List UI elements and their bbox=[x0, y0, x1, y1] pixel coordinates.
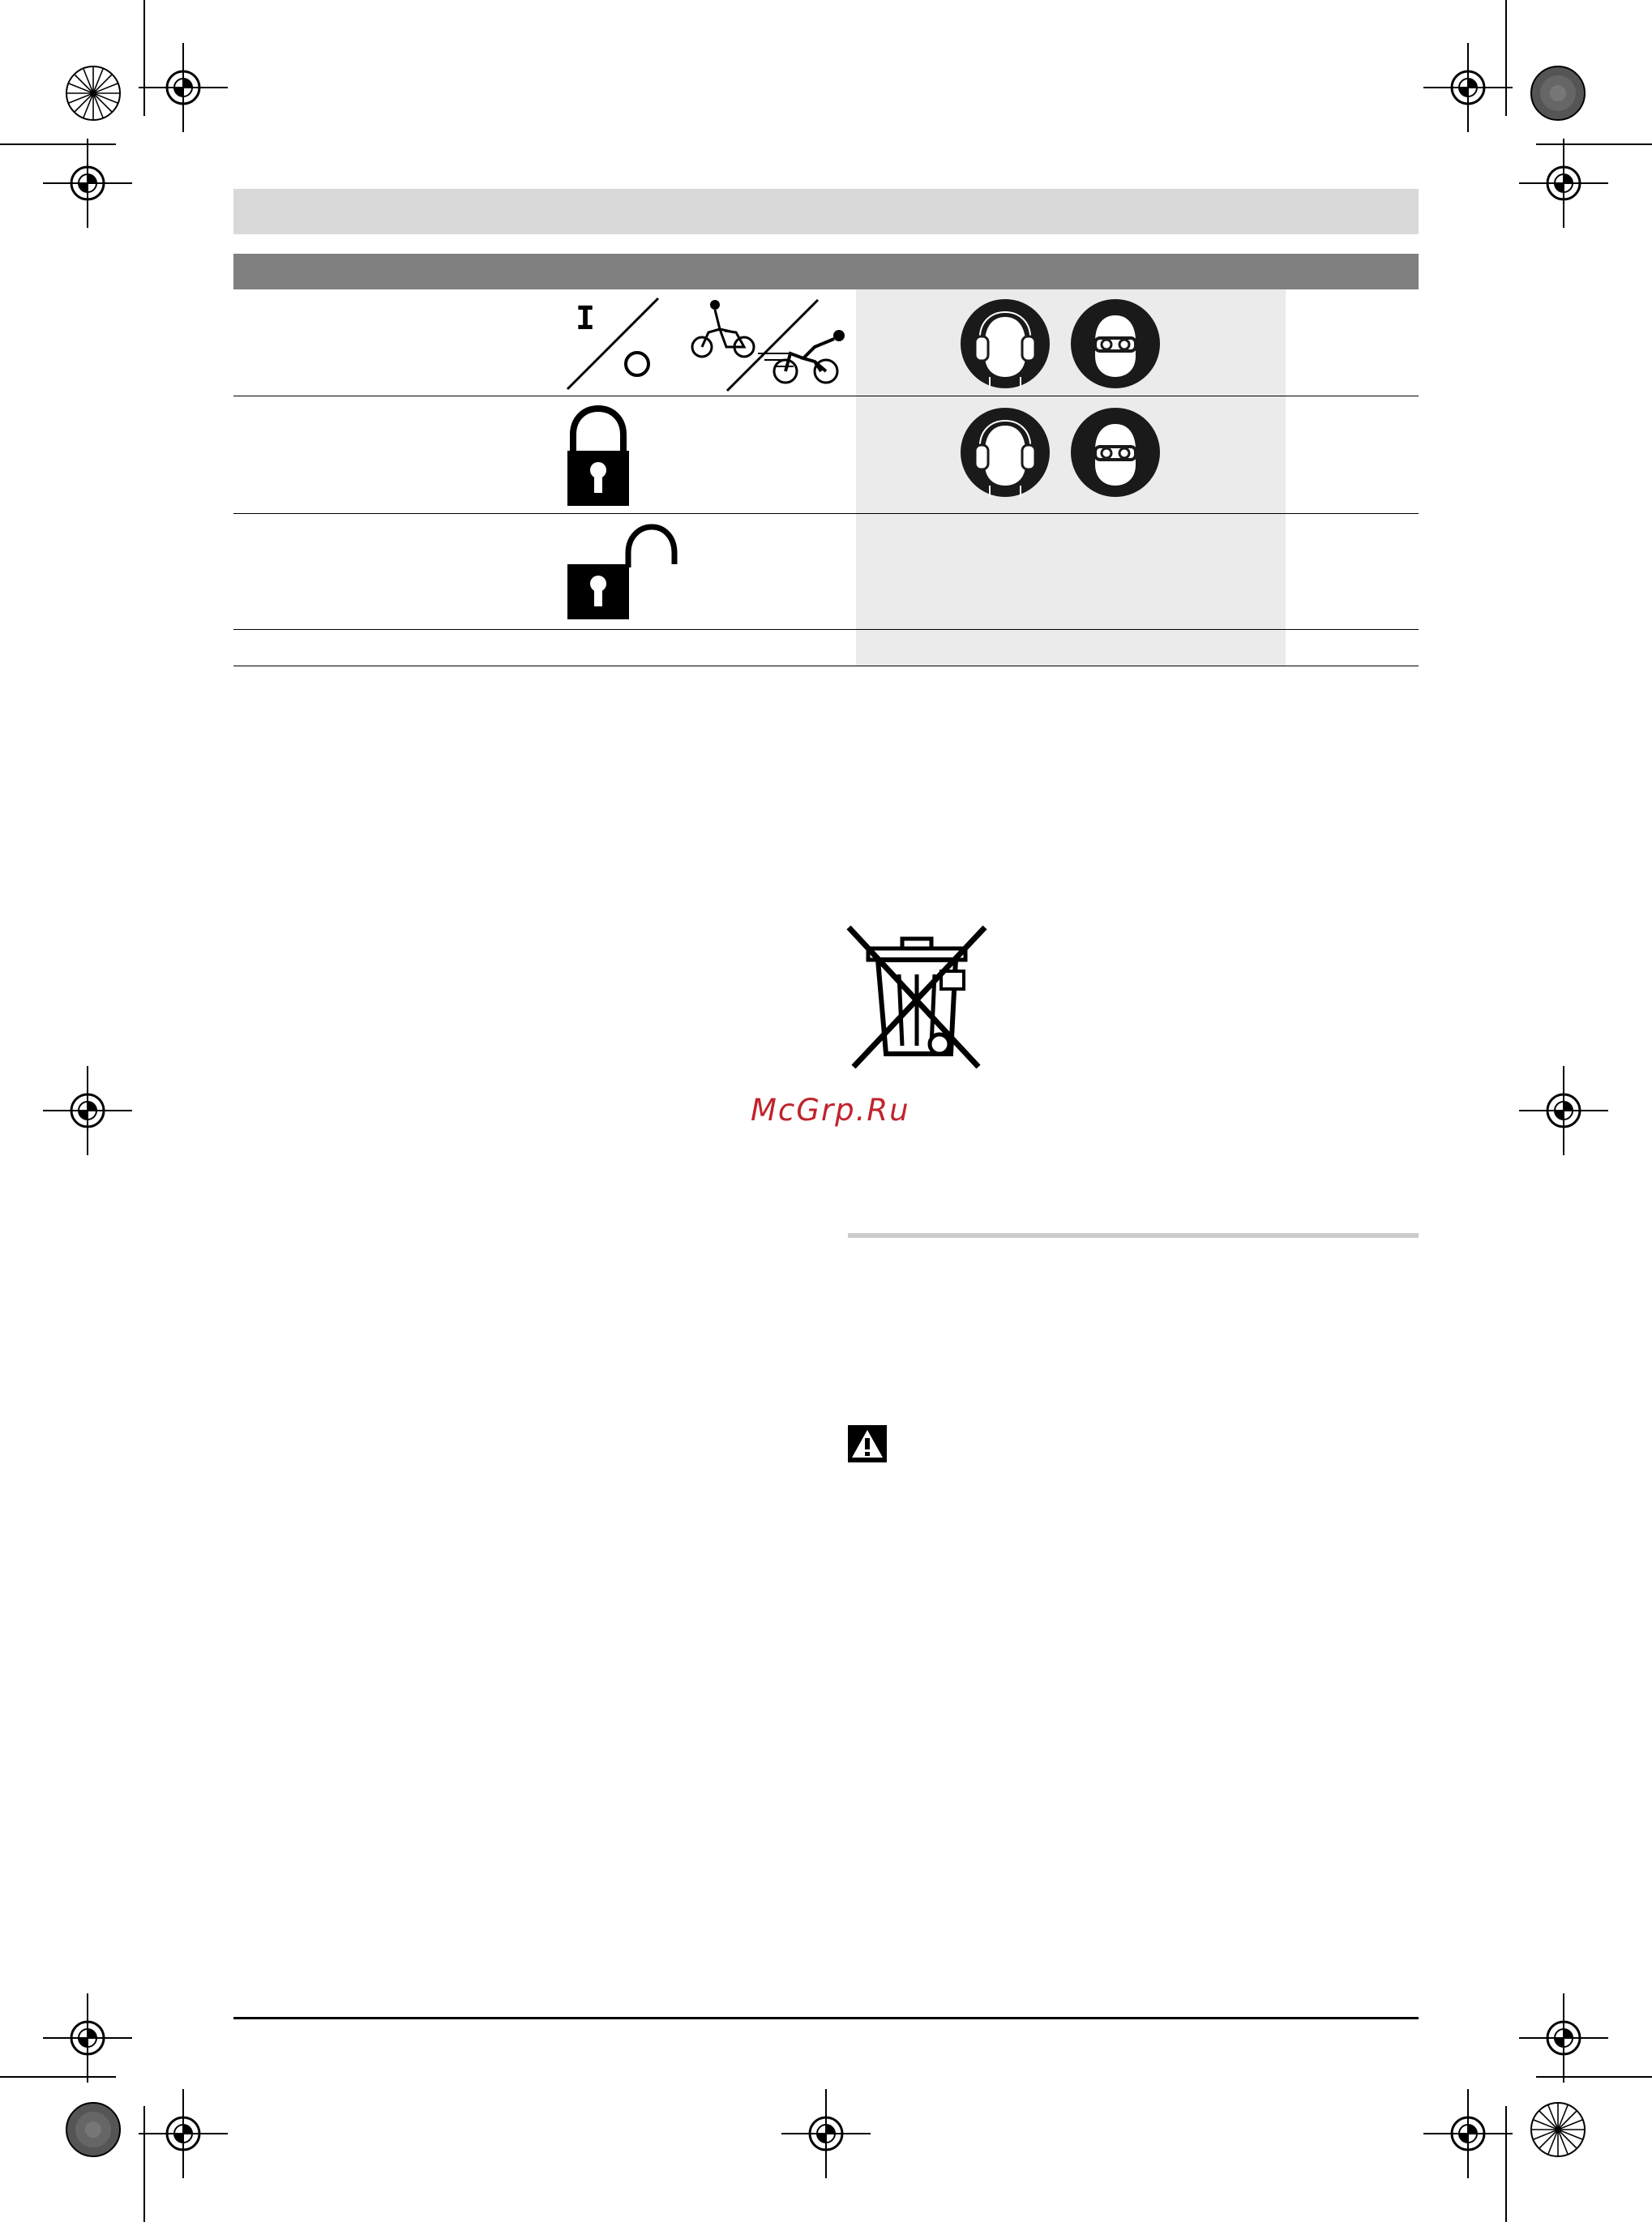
registration-mark-icon bbox=[43, 139, 132, 228]
registration-mark-icon bbox=[781, 2089, 871, 2178]
ear-protection-icon bbox=[961, 299, 1050, 388]
registration-mark-icon bbox=[1519, 139, 1608, 228]
registration-mark-icon bbox=[139, 43, 228, 132]
color-bar-wheel-icon bbox=[66, 66, 120, 120]
registration-mark-icon bbox=[43, 1993, 132, 2083]
color-bar-wheel-icon bbox=[66, 2103, 120, 2156]
table-row-divider bbox=[233, 629, 1419, 630]
table-row-divider bbox=[233, 513, 1419, 514]
warning-triangle-icon bbox=[848, 1425, 887, 1462]
registration-mark-icon bbox=[1423, 43, 1513, 132]
color-bar-wheel-icon bbox=[1531, 2103, 1585, 2156]
header-band-dark bbox=[233, 254, 1419, 289]
header-band-light bbox=[233, 189, 1419, 234]
registration-mark-icon bbox=[1519, 1066, 1608, 1155]
watermark: McGrp.Ru bbox=[751, 1093, 910, 1128]
on-off-switch-icon bbox=[564, 295, 661, 392]
section-divider bbox=[848, 1233, 1419, 1238]
registration-mark-icon bbox=[1519, 1993, 1608, 2083]
padlock-open-icon bbox=[566, 522, 679, 621]
ear-protection-icon bbox=[961, 408, 1050, 497]
eye-protection-icon bbox=[1071, 299, 1160, 388]
registration-mark-icon bbox=[139, 2089, 228, 2178]
padlock-closed-icon bbox=[566, 405, 631, 507]
eye-protection-icon bbox=[1071, 408, 1160, 497]
switch-symbol: I bbox=[576, 300, 596, 337]
footer-rule bbox=[233, 2017, 1419, 2019]
color-bar-wheel-icon bbox=[1531, 66, 1585, 120]
registration-mark-icon bbox=[43, 1066, 132, 1155]
crossed-out-bin-icon bbox=[845, 924, 988, 1070]
bicycle-sport-icon bbox=[725, 297, 850, 392]
registration-mark-icon bbox=[1423, 2089, 1513, 2178]
